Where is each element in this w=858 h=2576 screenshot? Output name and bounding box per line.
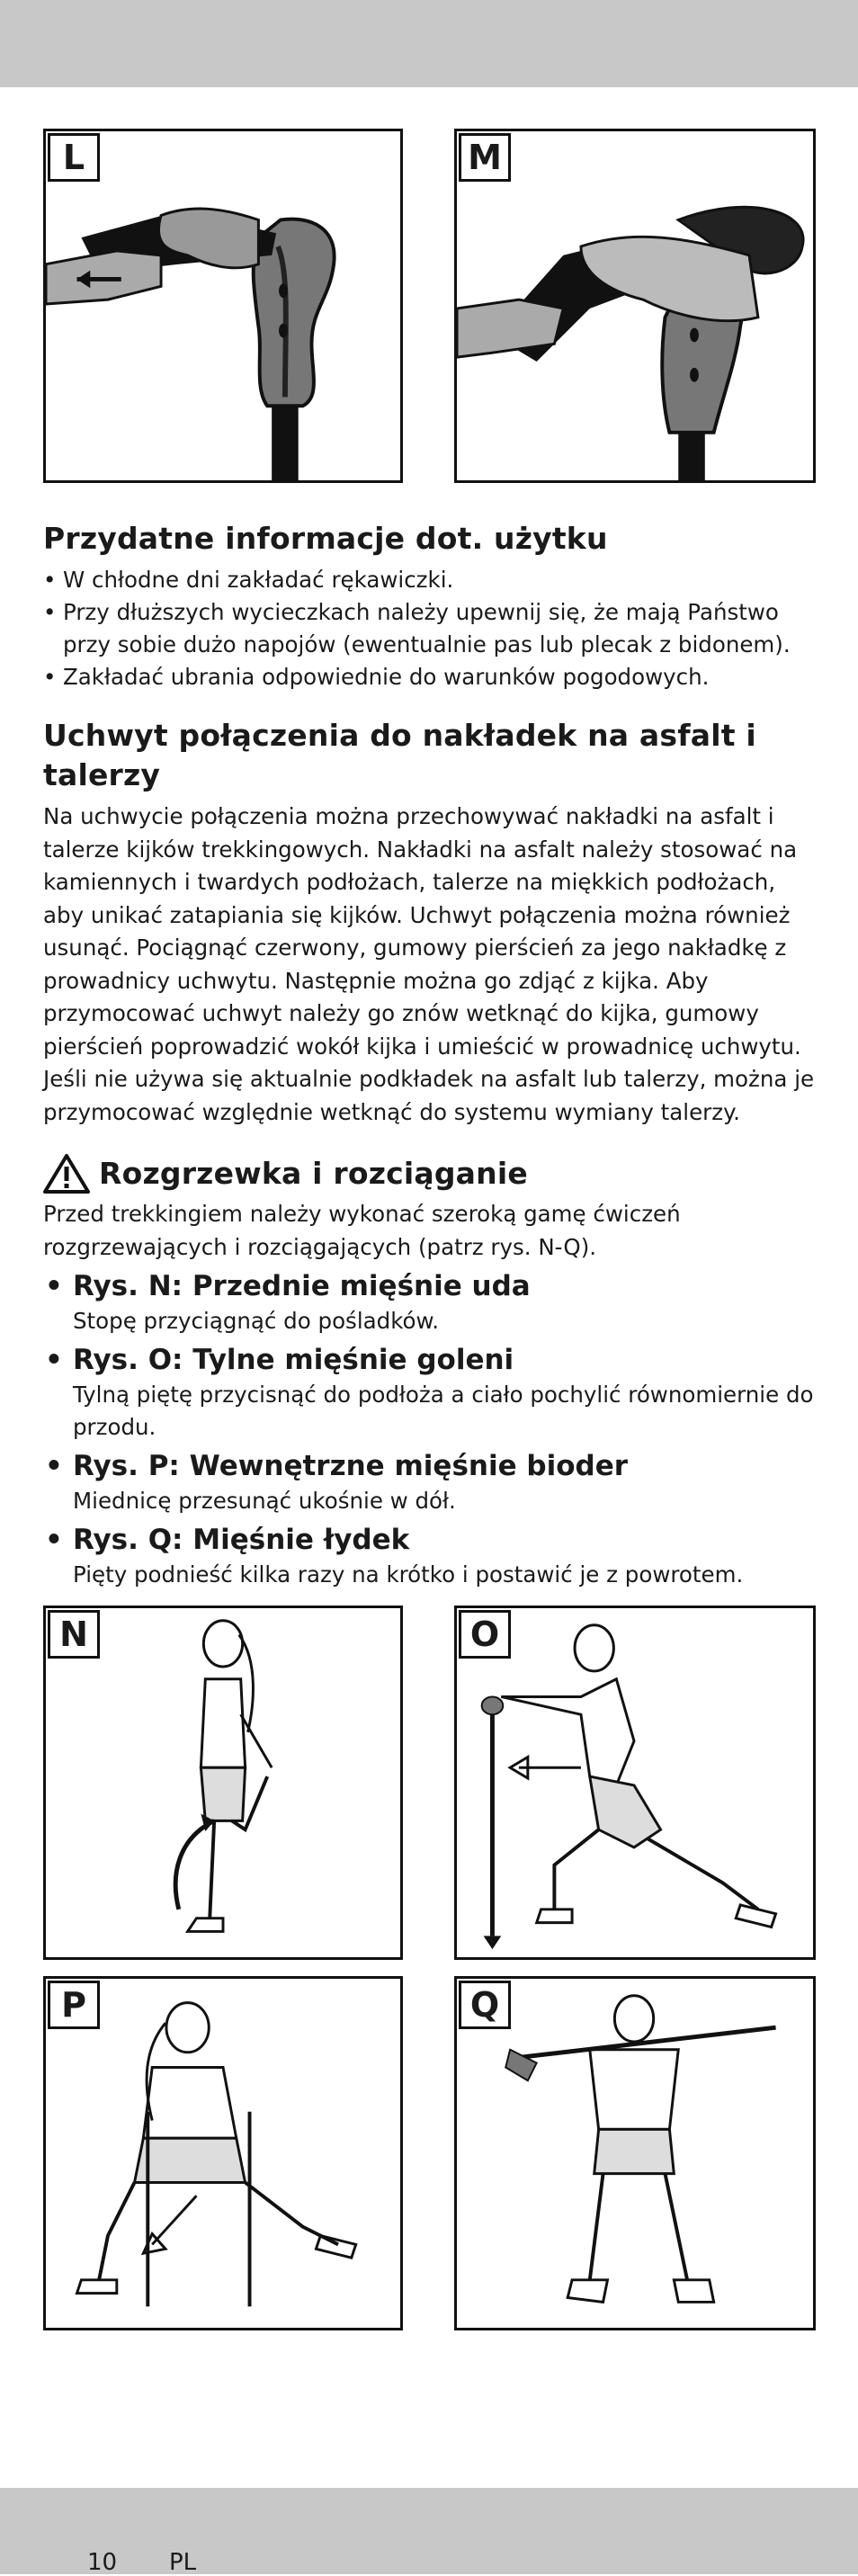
figure-n bbox=[43, 1606, 403, 1960]
section-heading: Przydatne informacje dot. użytku bbox=[43, 521, 608, 556]
section-heading: Rozgrzewka i rozciąganie bbox=[99, 1156, 528, 1191]
warning-icon bbox=[43, 1153, 90, 1194]
exercise-title: • Rys. P: Wewnętrzne mięśnie bioder bbox=[43, 1447, 817, 1485]
exercise-title: • Rys. N: Przednie mięśnie uda bbox=[43, 1267, 817, 1305]
figure-label: Q bbox=[459, 1981, 511, 2029]
exercise-item bbox=[43, 1341, 817, 1444]
quad-stretch-illustration bbox=[46, 1608, 400, 1957]
intro-paragraph: Przed trekkingiem należy wykonać szeroką gamę ćwiczeń rozgrzewających i rozciągających (patrz rys. N-Q). bbox=[43, 1201, 681, 1260]
list-item: • W chłodne dni zakładać rękawiczki. bbox=[43, 564, 817, 596]
grip-strap-illustration bbox=[457, 131, 813, 480]
language-code: PL bbox=[169, 2549, 197, 2576]
list-item: • Zakładać ubrania odpowiednie do warunków pogodowych. bbox=[43, 661, 817, 693]
exercise-item bbox=[43, 1267, 817, 1337]
page-number: 10 bbox=[87, 2549, 118, 2576]
holder-section bbox=[43, 716, 817, 1129]
exercise-description: Tylną piętę przycisnąć do podłoża a ciało pochylić równomiernie do przodu. bbox=[73, 1382, 814, 1440]
figure-label: O bbox=[459, 1610, 511, 1659]
figure-label: N bbox=[48, 1610, 100, 1659]
exercise-title: • Rys. O: Tylne mięśnie goleni bbox=[43, 1341, 817, 1379]
figure-label: M bbox=[459, 133, 511, 182]
warmup-section bbox=[43, 1153, 817, 1591]
top-band bbox=[0, 0, 858, 87]
figure-q bbox=[454, 1976, 816, 2330]
bottom-band bbox=[0, 2488, 858, 2574]
figure-o bbox=[454, 1606, 816, 1960]
usage-section bbox=[43, 519, 817, 693]
calf-raise-illustration bbox=[457, 1979, 813, 2328]
calf-stretch-illustration bbox=[457, 1608, 813, 1957]
grip-strap-illustration bbox=[46, 131, 400, 480]
exercise-description: Stopę przyciągnąć do pośladków. bbox=[73, 1308, 440, 1334]
section-heading: Uchwyt połączenia do nakładek na asfalt i talerzy bbox=[43, 718, 756, 792]
hip-stretch-illustration bbox=[46, 1979, 400, 2328]
exercise-description: Miednicę przesunąć ukośnie w dół. bbox=[73, 1488, 456, 1514]
warning-heading bbox=[43, 1153, 817, 1194]
list-item: • Przy dłuższych wycieczkach należy upewnij się, że mają Państwo przy sobie dużo napojów (ewentualnie pas lub plecak z bidonem). bbox=[43, 596, 817, 661]
exercise-item bbox=[43, 1521, 817, 1591]
body-paragraph: Na uchwycie połączenia można przechowywać nakładki na asfalt i talerze kijków trekkingowych. Nakładki na asfalt należy stosować na kamiennych i twardych podłożach, talerze na miękkich podłożach, aby unikać zatapiania się kijków. Uchwyt połączenia można również usunąć. Pociągnąć czerwony, gumowy pierścień za jego nakładkę z prowadnicy uchwytu. Następnie można go zdjąć z kijka. Aby przymocować uchwyt należy go znów wetknąć do kijka, gumowy pierścień poprowadzić wokół kijka i umieścić w prowadnicę uchwytu. Jeśli nie używa się aktualnie podkładek na asfalt lub talerzy, można je przymocować względnie wetknąć do systemu wymiany talerzy. bbox=[43, 803, 815, 1125]
figure-p bbox=[43, 1976, 403, 2330]
figure-l bbox=[43, 129, 403, 483]
figure-label: L bbox=[48, 133, 100, 182]
exercise-title: • Rys. Q: Mięśnie łydek bbox=[43, 1521, 817, 1559]
figure-m bbox=[454, 129, 816, 483]
figure-label: P bbox=[48, 1981, 100, 2029]
exercise-item bbox=[43, 1447, 817, 1517]
usage-bullet-list bbox=[43, 564, 817, 693]
exercise-description: Pięty podnieść kilka razy na krótko i postawić je z powrotem. bbox=[73, 1561, 744, 1588]
